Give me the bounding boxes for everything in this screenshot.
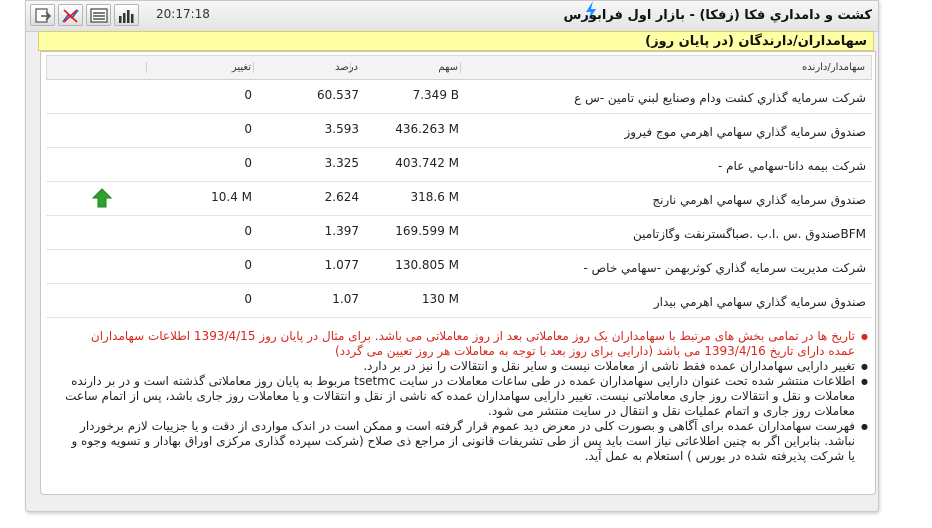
table-row[interactable] [46,148,872,182]
note-changes: ● تغییر دارایی سهامداران عمده فقط ناشی از معاملات نیست و سایر نقل و انتقالات را نیز در بر دارد. [61,359,869,374]
holder-name: صندوق سرمايه گذاري سهامي اهرمي نارنج [652,193,866,207]
holder-name: شرکت بيمه دانا-سهامي عام - [717,159,866,173]
chart-tools-icon [62,7,80,24]
section-title: سهامداران/دارندگان (در پایان روز) [38,31,874,51]
holder-name: شرکت سرمايه گذاري کشت ودام وصنايع لبني تامين -س ع [574,91,866,105]
holder-change: 0 [244,122,252,136]
holder-shares: 7.349 B [412,88,459,102]
column-divider[interactable] [460,62,461,73]
note-disclaimer: ● فهرست سهامداران عمده برای آگاهی و بصورت کلی در معرض دید عموم قرار گرفته است و ممکن است در اندک مواردی از دقت و یا جزییات لازم برخوردار نباشد. بنابراین اگر به چنین اطلاعاتی نیاز است باید پس از طی تشریفات قانونی از مراجع ذی صلاح (شرکت سپرده گذاری مرکزی اوراق بهادار و تسویه وجوه و یا شرکت پذیرفته شده در بورس ) استعلام به عمل آید. [61,419,869,464]
header-percent[interactable]: درصد [334,62,358,73]
table-row[interactable] [46,114,872,148]
holder-name: BFMصندوق .س .ا.ب .صباگسترنفت وگازتامين [633,227,866,241]
trend-cell [52,182,152,215]
holder-shares: 436.263 M [395,122,459,136]
holder-change: 0 [244,258,252,272]
holder-shares: 130.805 M [395,258,459,272]
holder-name: صندوق سرمايه گذاري سهامي اهرمي موج فيروز [624,125,866,139]
market-watch-button[interactable] [114,4,139,26]
clock: 20:17:18 [156,7,210,21]
holder-percent: 1.397 [324,224,359,238]
holder-change: 0 [244,88,252,102]
note-publication: ● اطلاعات منتشر شده تحت عنوان دارایی سهامداران عمده در طی ساعات معاملات در سایت tsetmc مربوط به پایان روز معاملاتی گذشته است و در بر دارنده معاملات و نقل و انتقالات روز جاری معاملاتی نیست. تغییر دارایی سهامداران عمده که ناشی از نقل و انتقالات و یا معاملات روز جاری باشد، پس از اتمام ساعت معاملات روز جاری و اتمام عملیات نقل و انتقال در سایت منتشر می شود. [61,374,869,419]
holder-shares: 130 M [421,292,459,306]
instrument-window [25,0,879,512]
holder-change: 10.4 M [211,190,252,204]
holder-change: 0 [244,224,252,238]
column-divider[interactable] [253,62,254,73]
holder-percent: 3.593 [324,122,359,136]
holders-panel [40,51,876,495]
list-icon [90,7,108,24]
chart-tools-button[interactable] [58,4,83,26]
holder-percent: 3.325 [324,156,359,170]
holder-change: 0 [244,156,252,170]
export-icon [34,7,52,24]
holder-percent: 1.077 [324,258,359,272]
holder-percent: 2.624 [324,190,359,204]
title-bar [26,1,878,32]
market-watch-icon [118,7,136,24]
note-dates: ● تاریخ ها در تمامی بخش های مرتبط با سهامداران یک روز معاملاتی بعد از روز معاملاتی می باشد. برای مثال در پایان روز 1393/4/15 اطلاعات سهامداران عمده دارای تاریخ 1393/4/16 می باشد (دارایی برای روز بعد با توجه به معاملات هر روز تعیین می گردد) [61,329,869,359]
header-holder[interactable]: سهامدار/دارنده [802,62,865,73]
column-divider[interactable] [146,62,147,73]
table-row[interactable] [46,80,872,114]
list-button[interactable] [86,4,111,26]
holder-shares: 403.742 M [395,156,459,170]
holder-name: شرکت مديريت سرمايه گذاري کوثربهمن -سهامي خاص - [583,261,866,275]
notes-list [61,329,869,464]
table-row[interactable] [46,182,872,216]
table-row[interactable] [46,284,872,318]
holders-table [46,55,872,318]
table-header [46,55,872,80]
holder-percent: 1.07 [332,292,359,306]
holder-change: 0 [244,292,252,306]
table-row[interactable] [46,250,872,284]
toolbar [30,4,139,26]
holder-percent: 60.537 [317,88,359,102]
holder-name: صندوق سرمايه گذاري سهامي اهرمي بيدار [653,295,866,309]
export-button[interactable] [30,4,55,26]
holder-shares: 169.599 M [395,224,459,238]
table-row[interactable] [46,216,872,250]
window-title: کشت و دامداري فکا (زفکا) - بازار اول فرابورس [563,8,872,23]
header-shares[interactable]: سهم [438,62,458,73]
holder-shares: 318.6 M [410,190,459,204]
arrow-up-icon [92,188,112,208]
header-change[interactable]: تغییر [231,62,251,73]
